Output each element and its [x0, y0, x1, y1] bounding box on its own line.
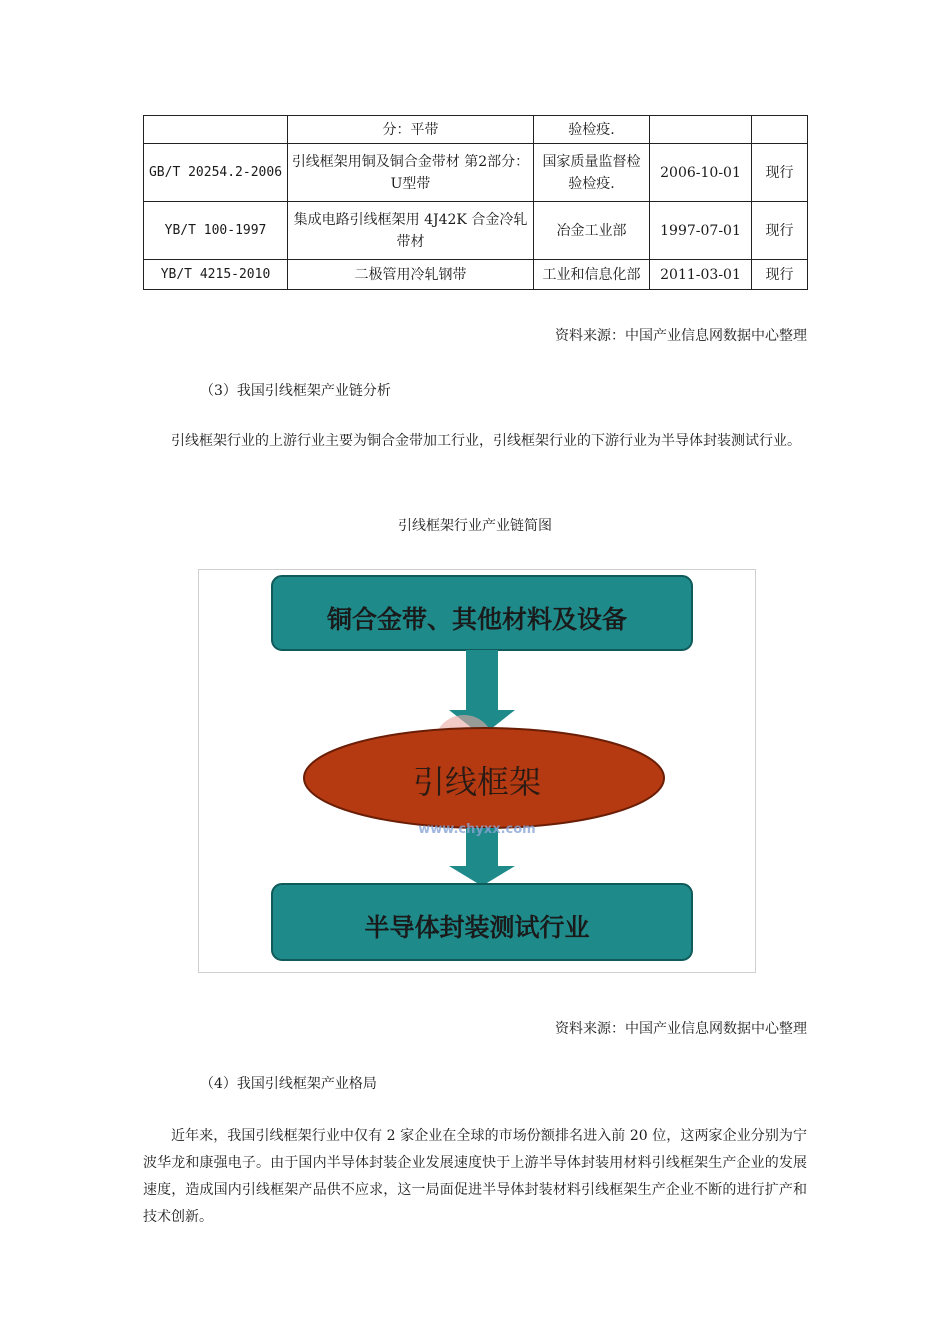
cell-code: GB/T 20254.2-2006: [144, 144, 288, 202]
cell-code: [144, 116, 288, 144]
cell-date: 1997-07-01: [650, 202, 752, 260]
cell-status: 现行: [752, 144, 808, 202]
cell-date: 2011-03-01: [650, 260, 752, 290]
cell-name: 分：平带: [288, 116, 534, 144]
leadframe-label: 引线框架: [412, 763, 541, 801]
cell-name: 引线框架用铜及铜合金带材 第2部分：U型带: [288, 144, 534, 202]
source-note-2: 资料来源：中国产业信息网数据中心整理: [555, 1021, 807, 1037]
downstream-label: 半导体封装测试行业: [364, 913, 590, 942]
standards-table: [143, 115, 808, 290]
table-row: [144, 202, 808, 260]
cell-dept: 冶金工业部: [534, 202, 650, 260]
cell-status: 现行: [752, 202, 808, 260]
figure-caption: 引线框架行业产业链简图: [398, 518, 552, 534]
cell-date: [650, 116, 752, 144]
industry-chain-diagram: [198, 569, 756, 973]
cell-dept: 验检疫.: [534, 116, 650, 144]
cell-code: YB/T 4215-2010: [144, 260, 288, 290]
source-note: 资料来源：中国产业信息网数据中心整理: [555, 328, 807, 344]
section-heading-4: （4）我国引线框架产业格局: [200, 1076, 377, 1092]
watermark-text: www.chyxx.com: [418, 822, 536, 837]
section-heading-3: （3）我国引线框架产业链分析: [200, 383, 391, 399]
cell-name: 二极管用冷轧钢带: [288, 260, 534, 290]
cell-dept: 工业和信息化部: [534, 260, 650, 290]
upstream-label: 铜合金带、其他材料及设备: [326, 605, 627, 634]
table-row: [144, 260, 808, 290]
cell-status: 现行: [752, 260, 808, 290]
arrow-shaft-1: [466, 650, 498, 712]
paragraph-industry-pattern: 近年来，我国引线框架行业中仅有 2 家企业在全球的市场份额排名进入前 20 位，这两家企业分别为宁波华龙和康强电子。由于国内半导体封装企业发展速度快于上游半导体封装用材料引线框架生产企业的发展速度，造成国内引线框架产品供不应求，这一局面促进半导体封装材料引线框架生产企业不断的进行扩产和技术创新。: [143, 1128, 807, 1225]
cell-code: YB/T 100-1997: [144, 202, 288, 260]
table-row: [144, 144, 808, 202]
cell-dept: 国家质量监督检验检疫.: [534, 144, 650, 202]
paragraph-upstream: 引线框架行业的上游行业主要为铜合金带加工行业，引线框架行业的下游行业为半导体封装测试行业。: [171, 433, 801, 449]
cell-name: 集成电路引线框架用 4J42K 合金冷轧带材: [288, 202, 534, 260]
table-row: [144, 116, 808, 144]
cell-status: [752, 116, 808, 144]
cell-date: 2006-10-01: [650, 144, 752, 202]
